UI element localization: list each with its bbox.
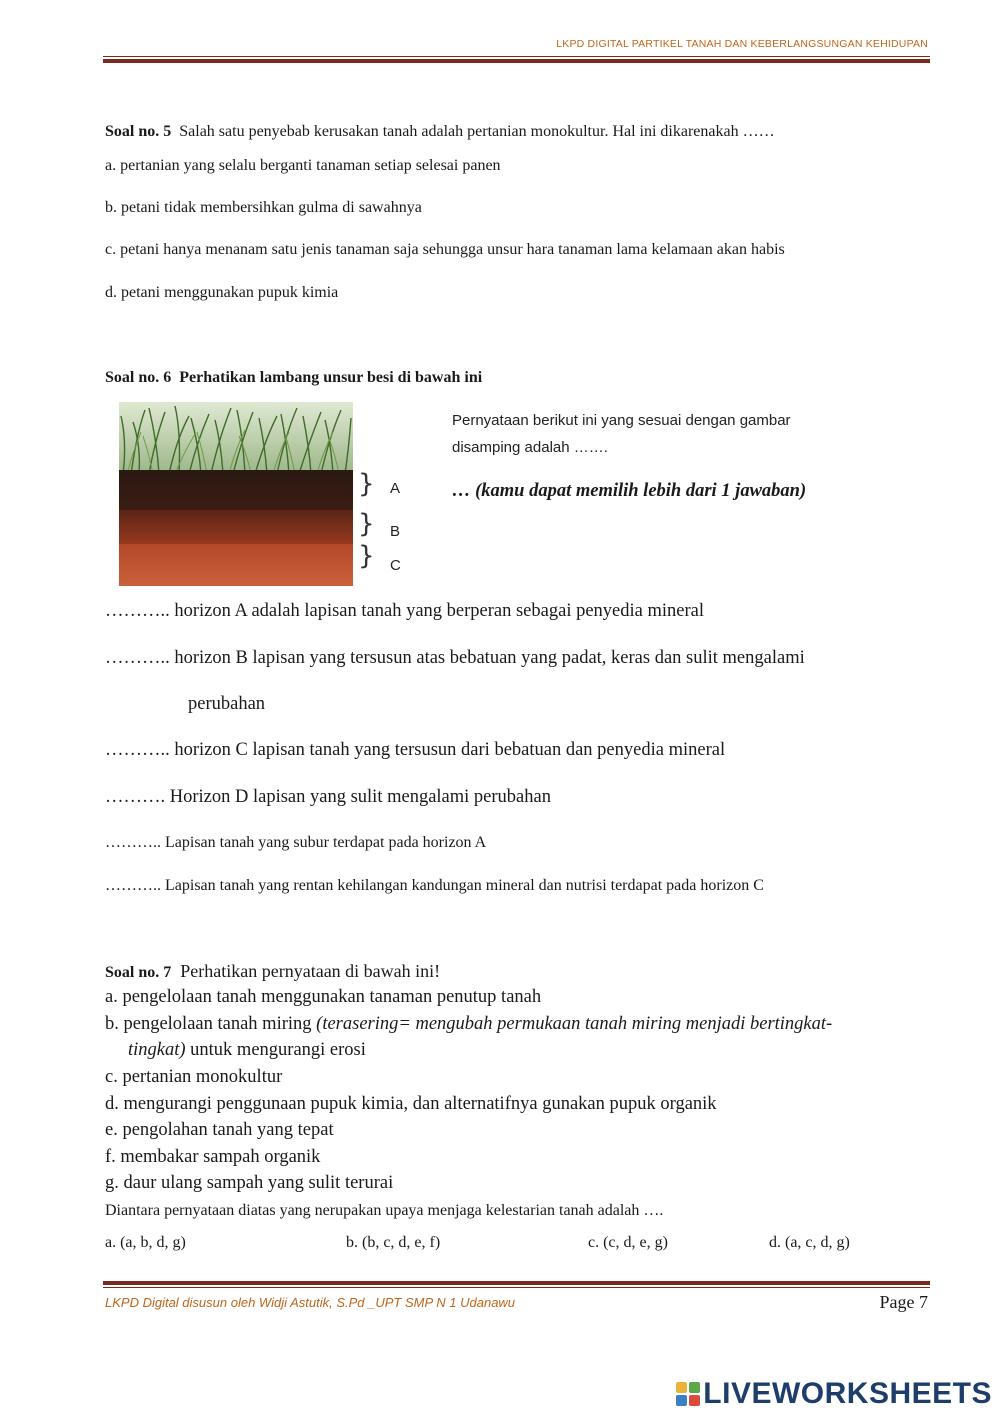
header-title: LKPD DIGITAL PARTIKEL TANAH DAN KEBERLANGSUNGAN KEHIDUPAN [556, 38, 928, 50]
soal7-item-e: e. pengolahan tanah yang tepat [105, 1120, 334, 1140]
liveworksheets-logo-icon [676, 1382, 700, 1406]
soal6-note: … (kamu dapat memilih lebih dari 1 jawaban) [452, 481, 807, 501]
soal7-question: Diantara pernyataan diatas yang nerupakan upaya menjaga kelestarian tanah adalah …. [105, 1202, 664, 1219]
soal6-statement-1[interactable]: ……….. horizon A adalah lapisan tanah yang berperan sebagai penyedia mineral [105, 601, 704, 621]
liveworksheets-logo-text: LIVEWORKSHEETS [703, 1377, 992, 1410]
soal7-item-f: f. membakar sampah organik [105, 1147, 321, 1167]
soal7-title [105, 961, 440, 982]
soal5-question [105, 123, 775, 141]
bracket-b-icon: } [358, 509, 375, 539]
soal7-item-b-end: untuk mengurangi erosi [190, 1040, 366, 1060]
soal7-item-b-cont [128, 1040, 366, 1061]
footer-rule-thick [103, 1281, 930, 1285]
bracket-a-icon: } [358, 469, 375, 499]
footer-author: LKPD Digital disusun oleh Widji Astutik, S.Pd _UPT SMP N 1 Udanawu [105, 1295, 516, 1310]
soal6-statement-5[interactable]: ……….. Lapisan tanah yang subur terdapat pada horizon A [105, 834, 487, 851]
soal7-item-a: a. pengelolaan tanah menggunakan tanaman penutup tanah [105, 987, 542, 1007]
soal7-answer-d[interactable]: d. (a, c, d, g) [769, 1234, 850, 1251]
soal6-title [105, 369, 482, 387]
soal7-item-b-text: b. pengelolaan tanah miring [105, 1014, 312, 1034]
page-number: Page 7 [879, 1292, 928, 1312]
soil-profile-image [119, 402, 353, 586]
horizon-label-c: C [390, 557, 401, 574]
soal6-statement-6[interactable]: ……….. Lapisan tanah yang rentan kehilangan kandungan mineral dan nutrisi terdapat pada horizon C [105, 877, 764, 894]
footer-rule-thin [103, 1287, 930, 1288]
soal5-question-text: Salah satu penyebab kerusakan tanah adalah pertanian monokultur. Hal ini dikarenakah …… [179, 123, 775, 140]
soal7-item-g: g. daur ulang sampah yang sulit terurai [105, 1173, 394, 1193]
soal7-title-text: Perhatikan pernyataan di bawah ini! [180, 961, 441, 981]
soal6-number: Soal no. 6 [105, 369, 172, 386]
soal5-option-a[interactable]: a. pertanian yang selalu berganti tanaman setiap selesai panen [105, 157, 501, 174]
soal7-number: Soal no. 7 [105, 964, 172, 981]
soal7-answer-a[interactable]: a. (a, b, d, g) [105, 1234, 186, 1251]
soal5-number: Soal no. 5 [105, 123, 172, 140]
soal6-statement-2-cont: perubahan [188, 694, 266, 714]
soal7-item-b-italic: (terasering= mengubah permukaan tanah miring menjadi bertingkat- [316, 1014, 833, 1034]
soal6-statement-4[interactable]: ………. Horizon D lapisan yang sulit mengalami perubahan [105, 787, 551, 807]
soal7-item-c: c. pertanian monokultur [105, 1067, 283, 1087]
soal5-option-b[interactable]: b. petani tidak membersihkan gulma di sawahnya [105, 199, 422, 216]
soal6-statement-2[interactable]: ……….. horizon B lapisan yang tersusun atas bebatuan yang padat, keras dan sulit mengalami [105, 648, 805, 668]
liveworksheets-logo [676, 1377, 992, 1411]
soal6-side-text-1: Pernyataan berikut ini yang sesuai dengan gambar [452, 412, 791, 429]
soal7-item-b [105, 1014, 832, 1035]
soil-profile-svg [119, 402, 353, 586]
horizon-label-a: A [390, 480, 401, 497]
horizon-label-b: B [390, 523, 401, 540]
header-rule-thick [103, 59, 930, 63]
soal5-option-d[interactable]: d. petani menggunakan pupuk kimia [105, 284, 339, 301]
soal6-title-text: Perhatikan lambang unsur besi di bawah ini [179, 369, 483, 386]
soal7-answer-b[interactable]: b. (b, c, d, e, f) [346, 1234, 441, 1251]
soal7-item-d: d. mengurangi penggunaan pupuk kimia, dan alternatifnya gunakan pupuk organik [105, 1094, 717, 1114]
bracket-c-icon: } [358, 541, 375, 571]
header-rule-thin [103, 56, 930, 57]
soal6-side-text-2: disamping adalah ……. [452, 439, 608, 456]
soal5-option-c[interactable]: c. petani hanya menanam satu jenis tanaman saja sehungga unsur hara tanaman lama kelamaan akan habis [105, 241, 785, 258]
soal6-statement-3[interactable]: ……….. horizon C lapisan tanah yang tersusun dari bebatuan dan penyedia mineral [105, 740, 726, 760]
soal7-item-b-italic-2: tingkat) [128, 1040, 186, 1060]
soal7-answer-c[interactable]: c. (c, d, e, g) [588, 1234, 668, 1251]
